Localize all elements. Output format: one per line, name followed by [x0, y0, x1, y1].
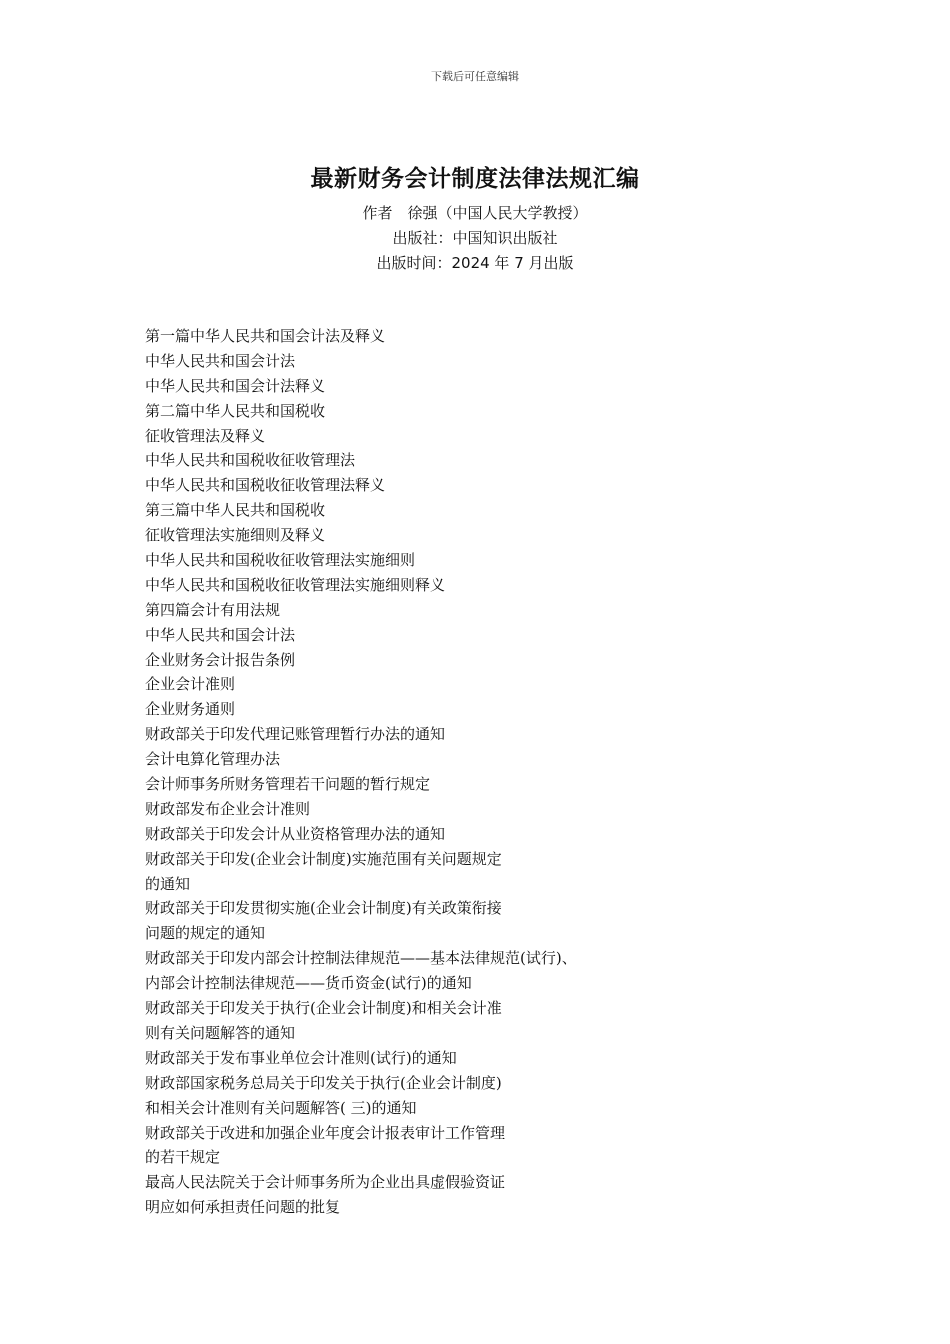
toc-item: 中华人民共和国会计法 — [145, 351, 296, 370]
toc-item: 财政部关于印发内部会计控制法律规范——基本法律规范(试行)、 — [145, 949, 577, 968]
toc-item: 会计师事务所财务管理若干问题的暂行规定 — [145, 775, 431, 794]
toc-item: 会计电算化管理办法 — [145, 750, 281, 769]
toc-item: 中华人民共和国税收征收管理法 — [145, 451, 356, 470]
toc-item: 第一篇中华人民共和国会计法及释义 — [145, 327, 386, 345]
toc-item: 企业财务会计报告条例 — [145, 650, 296, 669]
toc-item: 明应如何承担责任问题的批复 — [145, 1198, 341, 1217]
toc-item: 财政部国家税务总局关于印发关于执行(企业会计制度) — [145, 1073, 502, 1092]
toc-item: 第二篇中华人民共和国税收 — [145, 401, 326, 420]
toc-item: 最高人民法院关于会计师事务所为企业出具虚假验资证 — [145, 1173, 506, 1192]
document-title: 最新财务会计制度法律法规汇编 — [310, 166, 640, 192]
toc-item: 第三篇中华人民共和国税收 — [145, 501, 326, 520]
page-header-note: 下载后可任意编辑 — [431, 70, 519, 83]
toc-item: 征收管理法实施细则及释义 — [145, 526, 326, 545]
toc-item: 财政部关于印发会计从业资格管理办法的通知 — [145, 824, 446, 843]
toc-item: 中华人民共和国税收征收管理法实施细则释义 — [145, 575, 446, 594]
toc-item: 内部会计控制法律规范——货币资金(试行)的通知 — [145, 974, 472, 993]
toc-item: 财政部关于印发贯彻实施(企业会计制度)有关政策衔接 — [145, 899, 502, 918]
toc-item: 的若干规定 — [145, 1148, 221, 1167]
publisher-line: 出版社：中国知识出版社 — [392, 229, 558, 247]
toc-item: 中华人民共和国会计法 — [145, 625, 296, 644]
toc-item: 财政部关于改进和加强企业年度会计报表审计工作管理 — [145, 1123, 506, 1142]
toc-item: 财政部关于印发代理记账管理暂行办法的通知 — [145, 725, 446, 744]
table-of-contents — [145, 324, 785, 1220]
toc-item: 和相关会计准则有关问题解答( 三)的通知 — [145, 1098, 417, 1117]
publish-date-line: 出版时间：2024 年 7 月出版 — [376, 254, 574, 272]
toc-item: 财政部关于印发(企业会计制度)实施范围有关问题规定 — [145, 849, 502, 868]
toc-item: 中华人民共和国会计法释义 — [145, 376, 326, 395]
toc-item: 问题的规定的通知 — [145, 924, 266, 943]
toc-item: 中华人民共和国税收征收管理法实施细则 — [145, 551, 416, 570]
toc-item: 的通知 — [145, 874, 191, 893]
toc-item: 财政部关于发布事业单位会计准则(试行)的通知 — [145, 1048, 457, 1067]
toc-item: 企业财务通则 — [145, 700, 236, 719]
toc-item: 征收管理法及释义 — [145, 426, 266, 445]
toc-item: 则有关问题解答的通知 — [145, 1023, 296, 1042]
toc-item: 第四篇会计有用法规 — [145, 600, 281, 619]
toc-item: 企业会计准则 — [145, 675, 236, 694]
toc-item: 财政部关于印发关于执行(企业会计制度)和相关会计准 — [145, 999, 502, 1018]
document-meta — [0, 201, 950, 276]
toc-item: 中华人民共和国税收征收管理法释义 — [145, 476, 386, 495]
author-line: 作者 徐强（中国人民大学教授） — [362, 204, 588, 222]
toc-item: 财政部发布企业会计准则 — [145, 799, 311, 818]
